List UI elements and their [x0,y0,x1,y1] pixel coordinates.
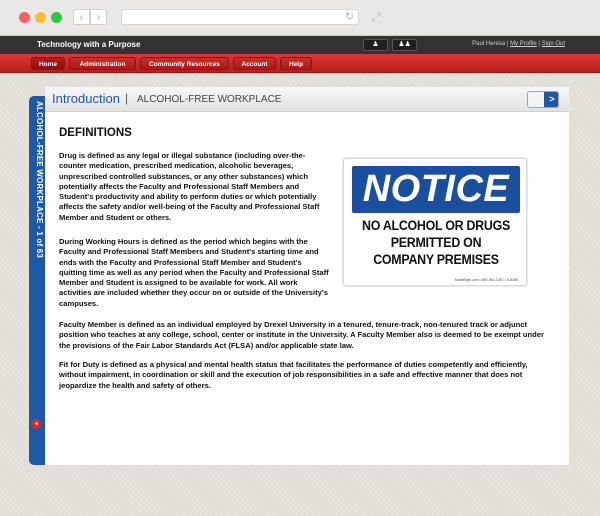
page-navigator [527,91,559,108]
minimize-window-button[interactable] [35,12,46,23]
section-title: Introduction [52,91,120,106]
notice-sign-message: NO ALCOHOL OR DRUGS PERMITTED ON COMPANY PREMISES [362,218,510,267]
panel-header: Introduction | ALCOHOL-FREE WORKPLACE > [45,87,569,112]
definition-fit-for-duty: Fit for Duty is defined as a physical and mental health status that facilitates the performance of duties competently and efficiently, without impairment, in coordination or skill and the execution of job responsibilities in a safe and effective manner that does not jeopardize the health and safety of others. [59,360,528,390]
back-arrow-icon[interactable]: ‹ [73,9,90,25]
notice-sign-footer: SmartSign.com • 800-952-1457 • S-6285 [454,278,518,282]
user-name: Paul Heresa [472,41,506,47]
nav-community-resources[interactable]: Community Resources [140,57,229,70]
close-window-button[interactable] [19,12,30,23]
nav-administration[interactable]: Administration [69,57,136,70]
nav-home[interactable]: Home [31,57,65,70]
definition-faculty-member: Faculty Member is defined as an individual employed by Drexel University in a tenured, tenure-track, non-tenured track or adjunct position who teaches at any college, school, center or institute in the University. A Faculty Member also is deemed to be exempt under the provisions of the Fair Labor Standards Act (FLSA) and/or applicable state law. [59,320,544,350]
app-title: Technology with a Purpose [37,40,141,49]
module-side-tab[interactable] [29,96,45,465]
maximize-window-button[interactable] [51,12,62,23]
notice-sign-image [343,158,527,286]
forward-arrow-icon[interactable]: › [90,9,107,25]
fullscreen-icon[interactable]: ⤢ [371,10,381,24]
nav-account[interactable]: Account [233,57,276,70]
definition-drug: Drug is defined as any legal or illegal substance (including over-the-counter medication, prescribed medication, alcoholic beverages, unprescribed controlled substances, or any other substances) which potentially affects the Faculty and Professional Staff Members and Student's productivity and ability to perform duties or which potentially affects the safety and/or well-being of the Faculty and Professional Staff Member and Student or others. [59,151,320,222]
my-profile-link[interactable]: My Profile [510,41,537,47]
user-links: Paul Heresa | My Profile | Sign Out [472,41,565,47]
next-page-button[interactable]: > [544,92,559,107]
exit-icon[interactable]: ◂ [31,419,41,429]
notice-sign-header: NOTICE [352,166,520,213]
user-icon[interactable]: ♟ [363,39,388,51]
main-nav [0,54,600,73]
nav-help[interactable]: Help [280,57,312,70]
app-header [0,36,600,54]
address-bar[interactable] [121,9,359,25]
previous-page-button[interactable] [528,92,544,107]
browser-chrome [0,0,600,36]
sign-out-link[interactable]: Sign Out [541,41,565,47]
definition-working-hours: During Working Hours is defined as the period which begins with the Faculty and Professional Staff Members and Student's starting time and ends with the Faculty and Professional Staff Member and Student's quitting time as well as any period when the Faculty and Professional Staff Member and Student is assigned to be available for work. All work activities are included whether they occur on or outside of the University's campuses. [59,237,329,308]
module-progress-label: ALCOHOL-FREE WORKPLACE - 1 of 63 [35,101,44,259]
definitions-heading: DEFINITIONS [59,127,132,139]
module-title: ALCOHOL-FREE WORKPLACE [137,94,282,105]
reload-icon[interactable]: ↻ [344,11,354,23]
users-icon[interactable]: ♟♟ [392,39,417,51]
